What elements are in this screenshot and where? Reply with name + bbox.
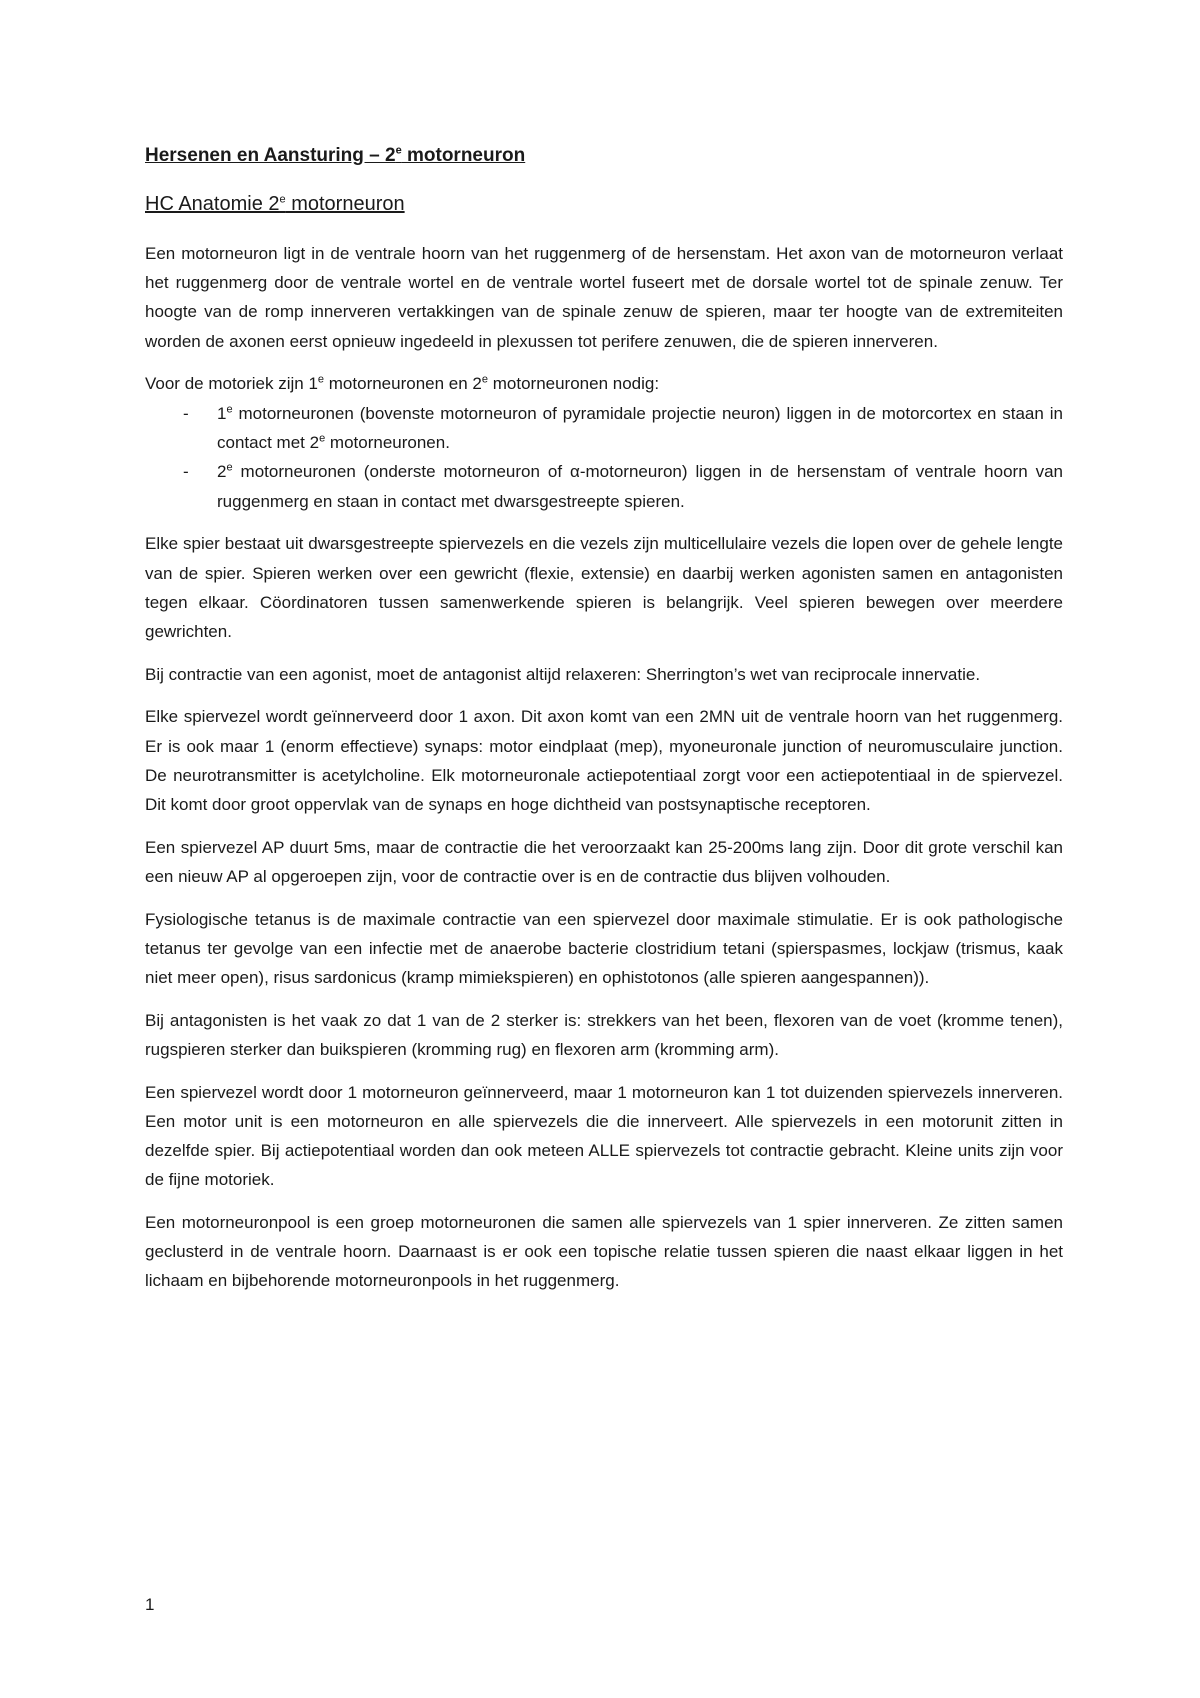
list-item: - 2e motorneuronen (onderste motorneuron of α-motorneuron) liggen in de hersenstam of ventrale hoorn van ruggenmerg en staan in contact met dwarsgestreepte spieren.	[145, 457, 1063, 515]
paragraph-innervatie: Elke spiervezel wordt geïnnerveerd door 1 axon. Dit axon komt van een 2MN uit de ventrale hoorn van het ruggenmerg. Er is ook maar 1 (enorm effectieve) synaps: motor eindplaat (mep), myoneuronale junction of neuromusculaire junction. De neurotransmitter is acetylcholine. Elk motorneuronale actiepotentiaal zorgt voor een actiepotentiaal in de spiervezel. Dit komt door groot oppervlak van de synaps en hoge dichtheid van postsynaptische receptoren.	[145, 707, 1063, 814]
paragraph-tetanus: Fysiologische tetanus is de maximale contractie van een spiervezel door maximale stimulatie. Er is ook pathologische tetanus ter gevolge van een infectie met de anaerobe bacterie clostridium tetani (spierspasmes, lockjaw (trismus, kaak niet meer open), risus sardonicus (kramp mimiekspieren) en ophistotonos (alle spieren aangespannen)).	[145, 909, 1063, 987]
document-title: Hersenen en Aansturing – 2e motorneuron	[145, 144, 526, 166]
paragraph-antagonisten: Bij antagonisten is het vaak zo dat 1 van de 2 sterker is: strekkers van het been, flexoren van de voet (kromme tenen), rugspieren sterker dan buikspieren (kromming rug) en flexoren arm (kromming arm).	[145, 1010, 1063, 1059]
motorneuron-list	[145, 399, 1063, 516]
page-number: 1	[145, 1595, 155, 1614]
paragraph-motoriek-intro: Voor de motoriek zijn 1e motorneuronen en 2e motorneuronen nodig:	[145, 373, 660, 394]
paragraph-motorneuronpool: Een motorneuronpool is een groep motorneuronen die samen alle spiervezels van 1 spier innerveren. Ze zitten samen geclusterd in de ventrale hoorn. Daarnaast is er ook een topische relatie tussen spieren die naast elkaar liggen in het lichaam en bijbehorende motorneuronpools in het ruggenmerg.	[145, 1212, 1063, 1291]
document-body	[145, 239, 1063, 1309]
paragraph-motor-unit: Een spiervezel wordt door 1 motorneuron geïnnerveerd, maar 1 motorneuron kan 1 tot duizenden spiervezels innerveren. Een motor unit is een motorneuron en alle spiervezels die die innerveert. Alle spiervezels in een motorunit zitten in dezelfde spier. Bij actiepotentiaal worden dan ook meteen ALLE spiervezels tot contractie gebracht. Kleine units zijn voor de fijne motoriek.	[145, 1082, 1063, 1190]
dash-bullet: -	[183, 404, 189, 424]
paragraph-actiepotentiaal: Een spiervezel AP duurt 5ms, maar de contractie die het veroorzaakt kan 25-200ms lang zijn. Door dit grote verschil kan een nieuw AP al opgeroepen zijn, voor de contractie over is en de contractie dus blijven volhouden.	[145, 837, 1063, 886]
section-heading: HC Anatomie 2e motorneuron	[145, 193, 405, 215]
paragraph-motorneuron-location: Een motorneuron ligt in de ventrale hoorn van het ruggenmerg of de hersenstam. Het axon van de motorneuron verlaat het ruggenmerg door de ventrale wortel en de ventrale wortel fuseert met de dorsale wortel tot de spinale zenuw. Ter hoogte van de romp innerveren vertakkingen van de spinale zenuw de spieren, maar ter hoogte van de extremiteiten worden de axonen eerst opnieuw ingedeeld in plexussen tot perifere zenuwen, die de spieren innerveren.	[145, 244, 1063, 351]
dash-bullet: -	[183, 462, 189, 482]
list-item: - 1e motorneuronen (bovenste motorneuron of pyramidale projectie neuron) liggen in de motorcortex en staan in contact met 2e motorneuronen.	[145, 399, 1063, 457]
paragraph-spiervezels: Elke spier bestaat uit dwarsgestreepte spiervezels en die vezels zijn multicellulaire vezels die lopen over de gehele lengte van de spier. Spieren werken over een gewricht (flexie, extensie) en daarbij werken agonisten samen en antagonisten tegen elkaar. Cöordinatoren tussen samenwerkende spieren is belangrijk. Veel spieren bewegen over meerdere gewrichten.	[145, 534, 1063, 641]
paragraph-sherrington: Bij contractie van een agonist, moet de antagonist altijd relaxeren: Sherrington’s wet van reciprocale innervatie.	[145, 664, 981, 684]
